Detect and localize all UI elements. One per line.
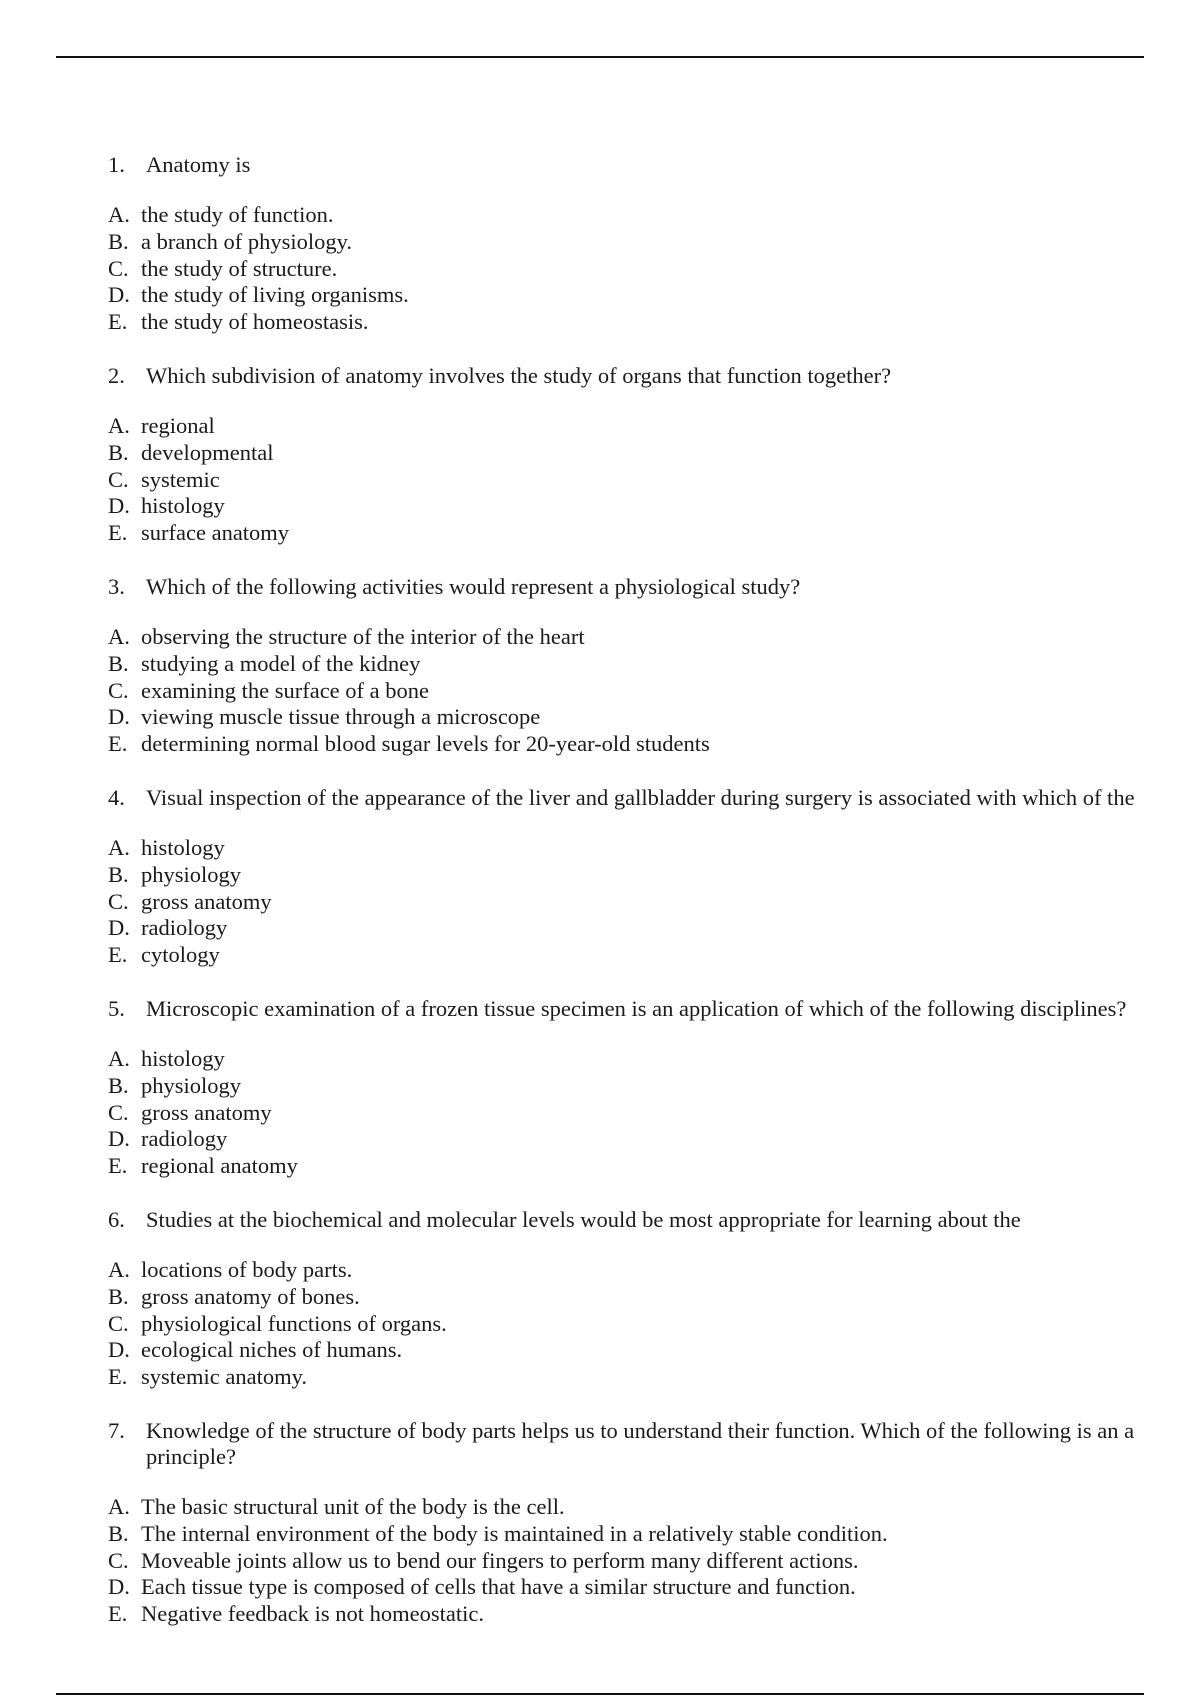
option-letter: E. [108,1364,128,1390]
option-text: Each tissue type is composed of cells that have a similar structure and function. [141,1574,856,1600]
question-stem [108,152,1200,178]
answer-option [108,1284,1200,1311]
question-text: Which subdivision of anatomy involves the study of organs that function together? [146,362,892,388]
answer-option [108,1126,1200,1153]
question-5 [108,996,1200,1180]
top-divider [56,56,1144,58]
option-text: physiological functions of organs. [141,1310,447,1336]
answer-option [108,1337,1200,1364]
answer-option [108,1073,1200,1100]
answer-option [108,1100,1200,1127]
question-number: 4. [108,784,125,810]
question-stem [108,1207,1200,1233]
question-text: Which of the following activities would represent a physiological study? [146,573,801,599]
option-text: The internal environment of the body is maintained in a relatively stable condition. [141,1520,888,1546]
option-letter: E. [108,309,128,335]
answer-options [108,1494,1200,1628]
option-letter: D. [108,1337,130,1363]
option-text: histology [141,834,225,860]
answer-option [108,309,1200,336]
option-letter: D. [108,1126,130,1152]
question-list [108,152,1200,1644]
answer-option [108,1311,1200,1338]
option-text: histology [141,493,225,519]
option-text: regional anatomy [141,1153,298,1179]
option-text: systemic anatomy. [141,1364,308,1390]
answer-option [108,704,1200,731]
question-text: Visual inspection of the appearance of the liver and gallbladder during surgery is associated with which of the [146,784,1135,810]
answer-option [108,1548,1200,1575]
option-text: regional [141,412,215,438]
option-letter: A. [108,412,130,438]
option-letter: E. [108,1153,128,1179]
answer-option [108,862,1200,889]
option-text: examining the surface of a bone [141,677,430,703]
answer-option [108,1601,1200,1628]
option-letter: D. [108,493,130,519]
question-7 [108,1418,1200,1628]
option-text: radiology [141,915,228,941]
option-text: studying a model of the kidney [141,650,421,676]
option-letter: C. [108,466,129,492]
question-6 [108,1207,1200,1391]
answer-option [108,915,1200,942]
option-text: systemic [141,466,220,492]
option-letter: E. [108,942,128,968]
answer-option [108,202,1200,229]
option-text: the study of homeostasis. [141,309,369,335]
question-number: 7. [108,1417,125,1443]
question-stem [108,1418,1200,1470]
option-text: Moveable joints allow us to bend our fingers to perform many different actions. [141,1547,859,1573]
option-letter: B. [108,650,129,676]
answer-option [108,624,1200,651]
answer-options [108,1046,1200,1180]
answer-option [108,467,1200,494]
answer-option [108,282,1200,309]
bottom-divider [56,1693,1144,1695]
option-text: the study of living organisms. [141,282,409,308]
answer-option [108,1153,1200,1180]
option-text: ecological niches of humans. [141,1337,403,1363]
option-letter: E. [108,520,128,546]
option-letter: E. [108,1601,128,1627]
answer-option [108,678,1200,705]
option-text: observing the structure of the interior of the heart [141,623,585,649]
question-text: Anatomy is [146,152,251,177]
option-text: histology [141,1045,225,1071]
option-letter: D. [108,282,130,308]
question-text: Studies at the biochemical and molecular levels would be most appropriate for learning about the [146,1206,1021,1232]
answer-options [108,202,1200,336]
option-text: The basic structural unit of the body is the cell. [141,1493,565,1519]
answer-option [108,835,1200,862]
answer-option [108,1521,1200,1548]
option-text: the study of structure. [141,255,338,281]
option-letter: B. [108,439,129,465]
option-letter: A. [108,1045,130,1071]
question-stem [108,996,1200,1022]
option-text: cytology [141,942,220,968]
question-4 [108,785,1200,969]
question-stem [108,785,1200,811]
answer-option [108,1494,1200,1521]
option-text: physiology [141,861,242,887]
answer-option [108,731,1200,758]
option-letter: A. [108,1256,130,1282]
option-letter: D. [108,704,130,730]
option-letter: B. [108,1520,129,1546]
option-letter: C. [108,1310,129,1336]
option-text: Negative feedback is not homeostatic. [141,1601,485,1627]
answer-option [108,1257,1200,1284]
question-number: 5. [108,995,125,1021]
option-letter: B. [108,861,129,887]
answer-option [108,1574,1200,1601]
answer-options [108,1257,1200,1391]
question-number: 2. [108,362,125,388]
answer-option [108,413,1200,440]
option-text: physiology [141,1072,242,1098]
question-2 [108,363,1200,547]
option-letter: B. [108,1283,129,1309]
option-letter: A. [108,623,130,649]
option-letter: C. [108,255,129,281]
answer-option [108,651,1200,678]
option-text: determining normal blood sugar levels for 20-year-old students [141,731,710,757]
option-text: gross anatomy [141,1099,272,1125]
answer-option [108,520,1200,547]
answer-option [108,229,1200,256]
answer-options [108,835,1200,969]
option-letter: C. [108,888,129,914]
option-text: gross anatomy of bones. [141,1283,360,1309]
answer-options [108,624,1200,758]
question-text: Microscopic examination of a frozen tissue specimen is an application of which of the following disciplines? [146,995,1127,1021]
answer-option [108,889,1200,916]
option-text: locations of body parts. [141,1256,353,1282]
question-number: 6. [108,1206,125,1232]
answer-option [108,1046,1200,1073]
answer-option [108,1364,1200,1391]
question-1 [108,152,1200,336]
answer-option [108,493,1200,520]
option-letter: A. [108,1493,130,1519]
option-letter: C. [108,1547,129,1573]
question-3 [108,574,1200,758]
answer-option [108,942,1200,969]
question-stem [108,363,1200,389]
option-letter: D. [108,1574,130,1600]
option-text: surface anatomy [141,520,290,546]
option-letter: A. [108,202,130,227]
option-text: the study of function. [141,202,334,227]
question-number: 1. [108,152,125,177]
option-text: gross anatomy [141,888,272,914]
question-number: 3. [108,573,125,599]
option-text: a branch of physiology. [141,228,352,254]
option-text: developmental [141,439,274,465]
option-text: viewing muscle tissue through a microscope [141,704,541,730]
option-letter: C. [108,677,129,703]
answer-option [108,256,1200,283]
option-letter: B. [108,228,129,254]
option-letter: C. [108,1099,129,1125]
question-stem [108,574,1200,600]
option-letter: B. [108,1072,129,1098]
option-letter: A. [108,834,130,860]
answer-option [108,440,1200,467]
option-letter: D. [108,915,130,941]
option-text: radiology [141,1126,228,1152]
answer-options [108,413,1200,547]
question-text: Knowledge of the structure of body parts helps us to understand their function. Which of the following is an a principle? [146,1417,1135,1469]
option-letter: E. [108,731,128,757]
